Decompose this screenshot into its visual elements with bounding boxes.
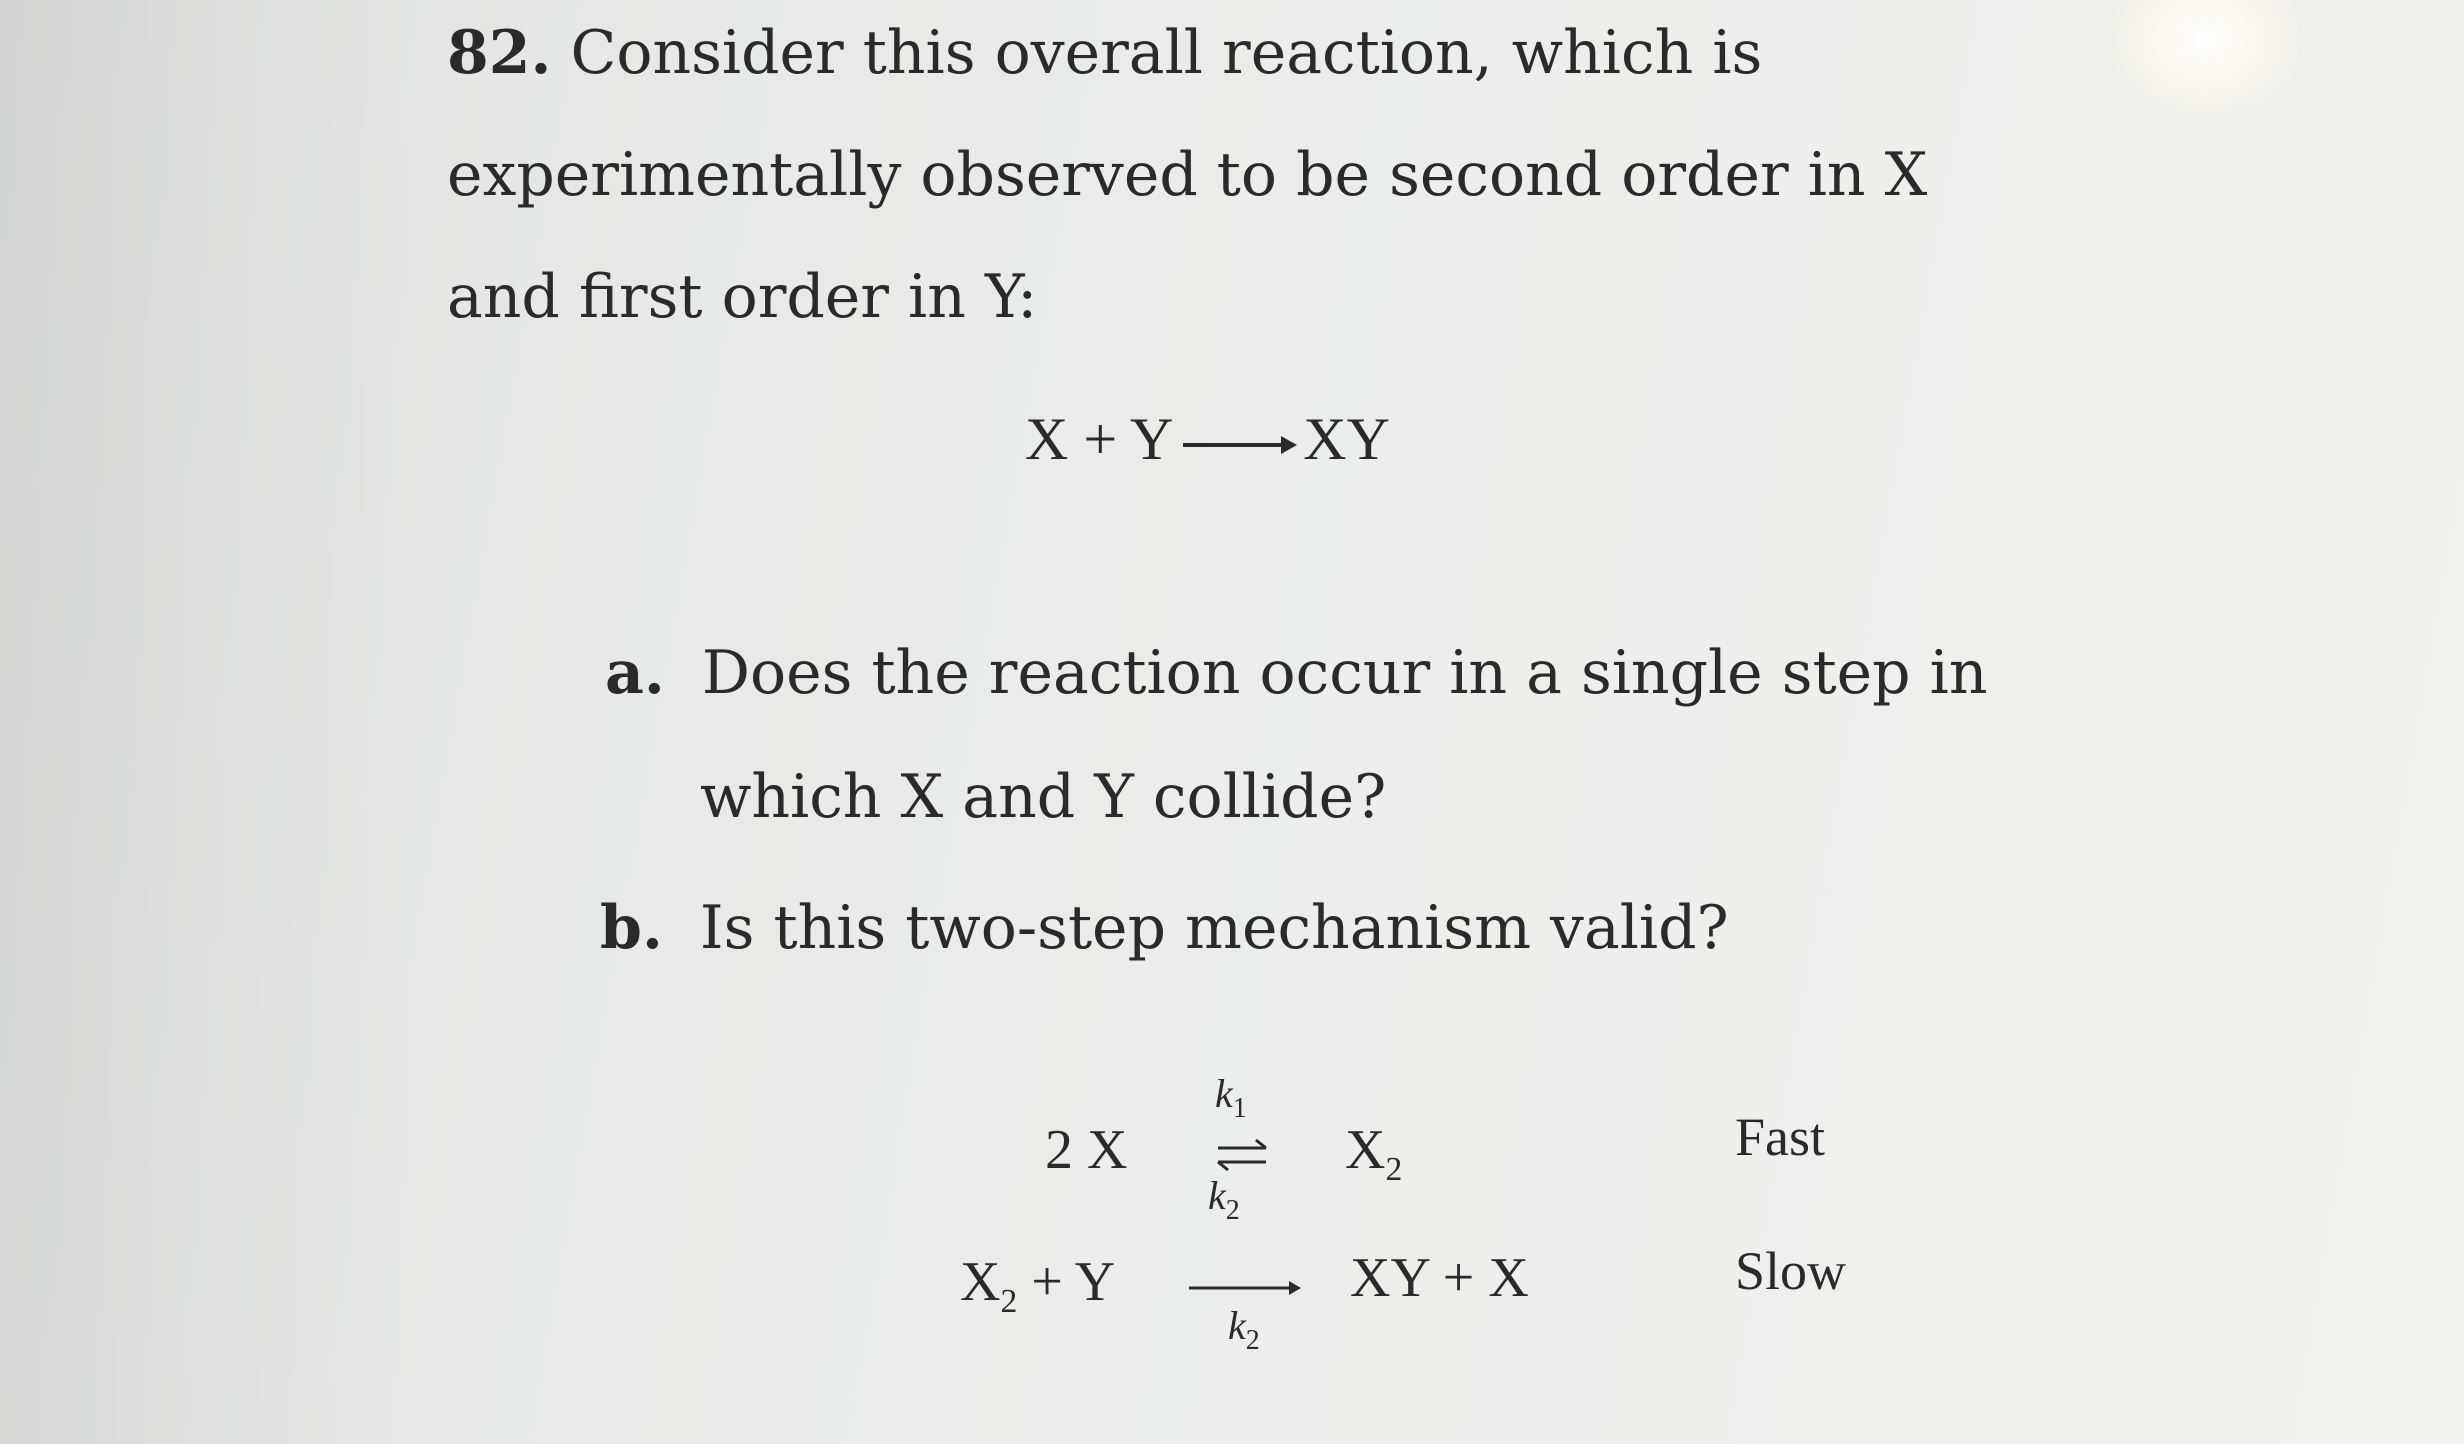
part-b-text-1: Is this two-step mechanism valid? bbox=[699, 893, 1729, 963]
question-line-1 bbox=[447, 18, 1762, 88]
step2-k: $k_2$ bbox=[1228, 1303, 1260, 1356]
question-line-3: and first order in Y: bbox=[447, 262, 1038, 332]
reaction-arrow bbox=[1183, 443, 1293, 447]
overall-reaction-equation bbox=[1025, 405, 1390, 474]
part-b-letter: b. bbox=[600, 893, 663, 963]
step2-products: XY + X bbox=[1350, 1247, 1529, 1309]
question-line-2: experimentally observed to be second order in X bbox=[447, 140, 1928, 210]
part-b-line-1 bbox=[600, 893, 1729, 963]
step1-reactant: 2 X bbox=[1045, 1119, 1128, 1181]
forward-arrow-icon bbox=[1185, 1276, 1305, 1300]
part-a-line-1 bbox=[605, 638, 1987, 708]
step1-product: $X_2$ bbox=[1345, 1119, 1403, 1188]
part-a-line-2: which X and Y collide? bbox=[700, 762, 1387, 832]
step1-speed-label: Fast bbox=[1735, 1107, 1826, 1167]
step1-k-forward: $k_1$ bbox=[1215, 1071, 1247, 1124]
step1-k-reverse: $k_2$ bbox=[1208, 1173, 1240, 1226]
overall-reactants: X + Y bbox=[1025, 406, 1174, 472]
step2-reactants: $X_2 + Y$ bbox=[960, 1251, 1116, 1320]
equilibrium-arrows-icon bbox=[1212, 1138, 1272, 1174]
question-number: 82. bbox=[447, 18, 552, 88]
question-text-1: Consider this overall reaction, which is bbox=[570, 18, 1763, 88]
part-a-text-1: Does the reaction occur in a single step in bbox=[701, 638, 1988, 708]
step2-speed-label: Slow bbox=[1735, 1241, 1847, 1301]
part-a-letter: a. bbox=[605, 638, 665, 708]
overall-product: XY bbox=[1303, 406, 1390, 472]
